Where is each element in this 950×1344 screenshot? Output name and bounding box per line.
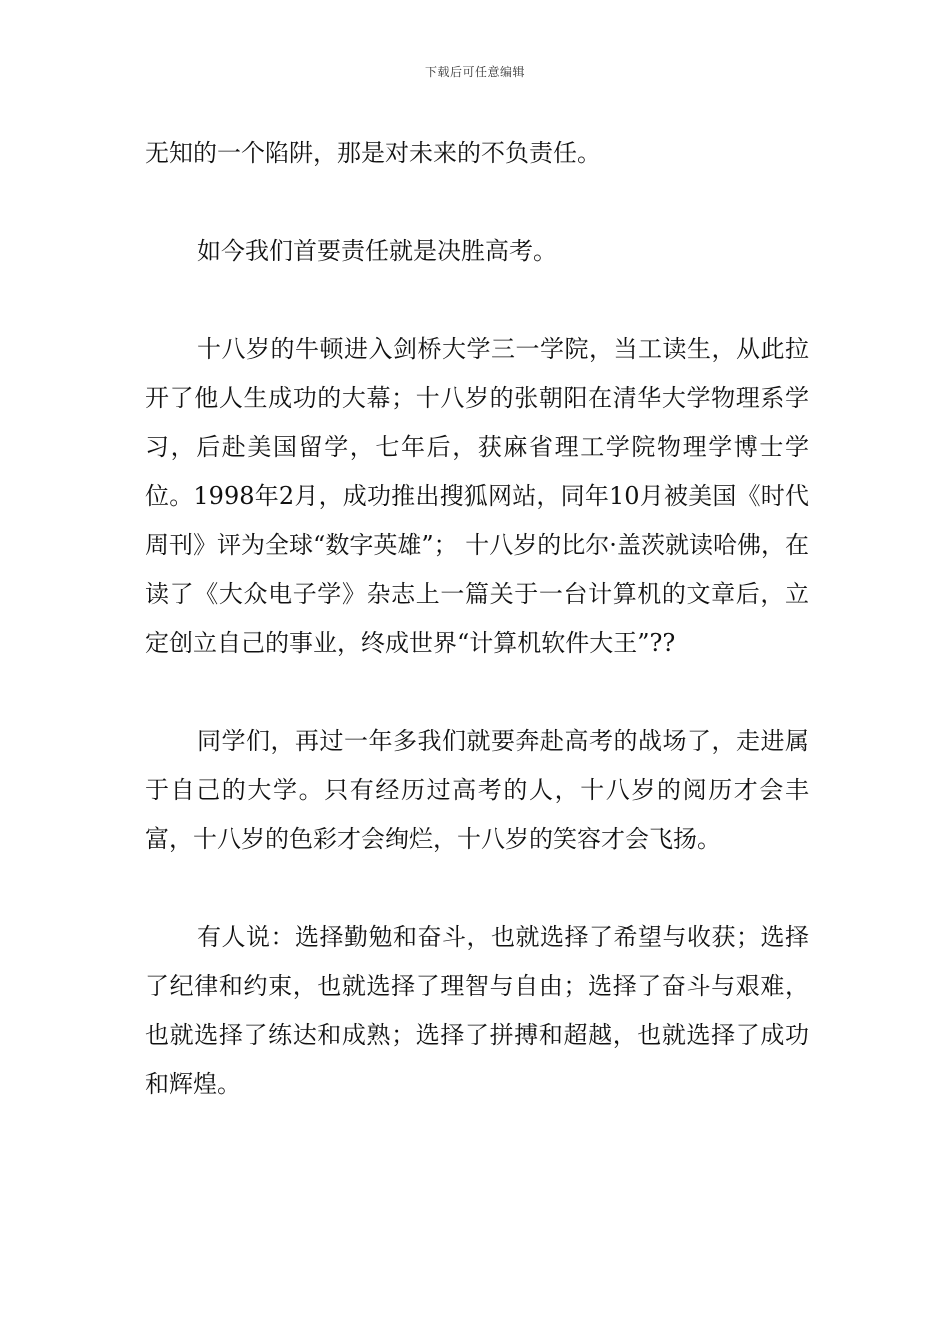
document-body [145,129,809,1158]
paragraph-continuation: 无知的一个陷阱，那是对未来的不负责任。 [145,139,601,167]
paragraph-choices: 有人说：选择勤勉和奋斗，也就选择了希望与收获；选择了纪律和约束，也就选择了理智与自由；选择了奋斗与艰难，也就选择了练达和成熟；选择了拼搏和超越，也就选择了成功和辉煌。 [145,923,809,1098]
paragraph-classmates: 同学们，再过一年多我们就要奔赴高考的战场了，走进属于自己的大学。只有经历过高考的人，十八岁的阅历才会丰富，十八岁的色彩才会绚烂，十八岁的笑容才会飞扬。 [145,727,809,853]
paragraph-eighteen-examples: 十八岁的牛顿进入剑桥大学三一学院，当工读生，从此拉开了他人生成功的大幕；十八岁的张朝阳在清华大学物理系学习，后赴美国留学，七年后，获麻省理工学院物理学博士学位。1998年2月，成功推出搜狐网站，同年10月被美国《时代周刊》评为全球“数字英雄”； 十八岁的比尔·盖茨就读哈佛，在读了《大众电子学》杂志上一篇关于一台计算机的文章后，立定创立自己的事业，终成世界“计算机软件大王”?? [145,335,809,657]
page-header: 下载后可任意编辑 [424,65,525,79]
paragraph-gaokao-responsibility: 如今我们首要责任就是决胜高考。 [197,237,557,265]
